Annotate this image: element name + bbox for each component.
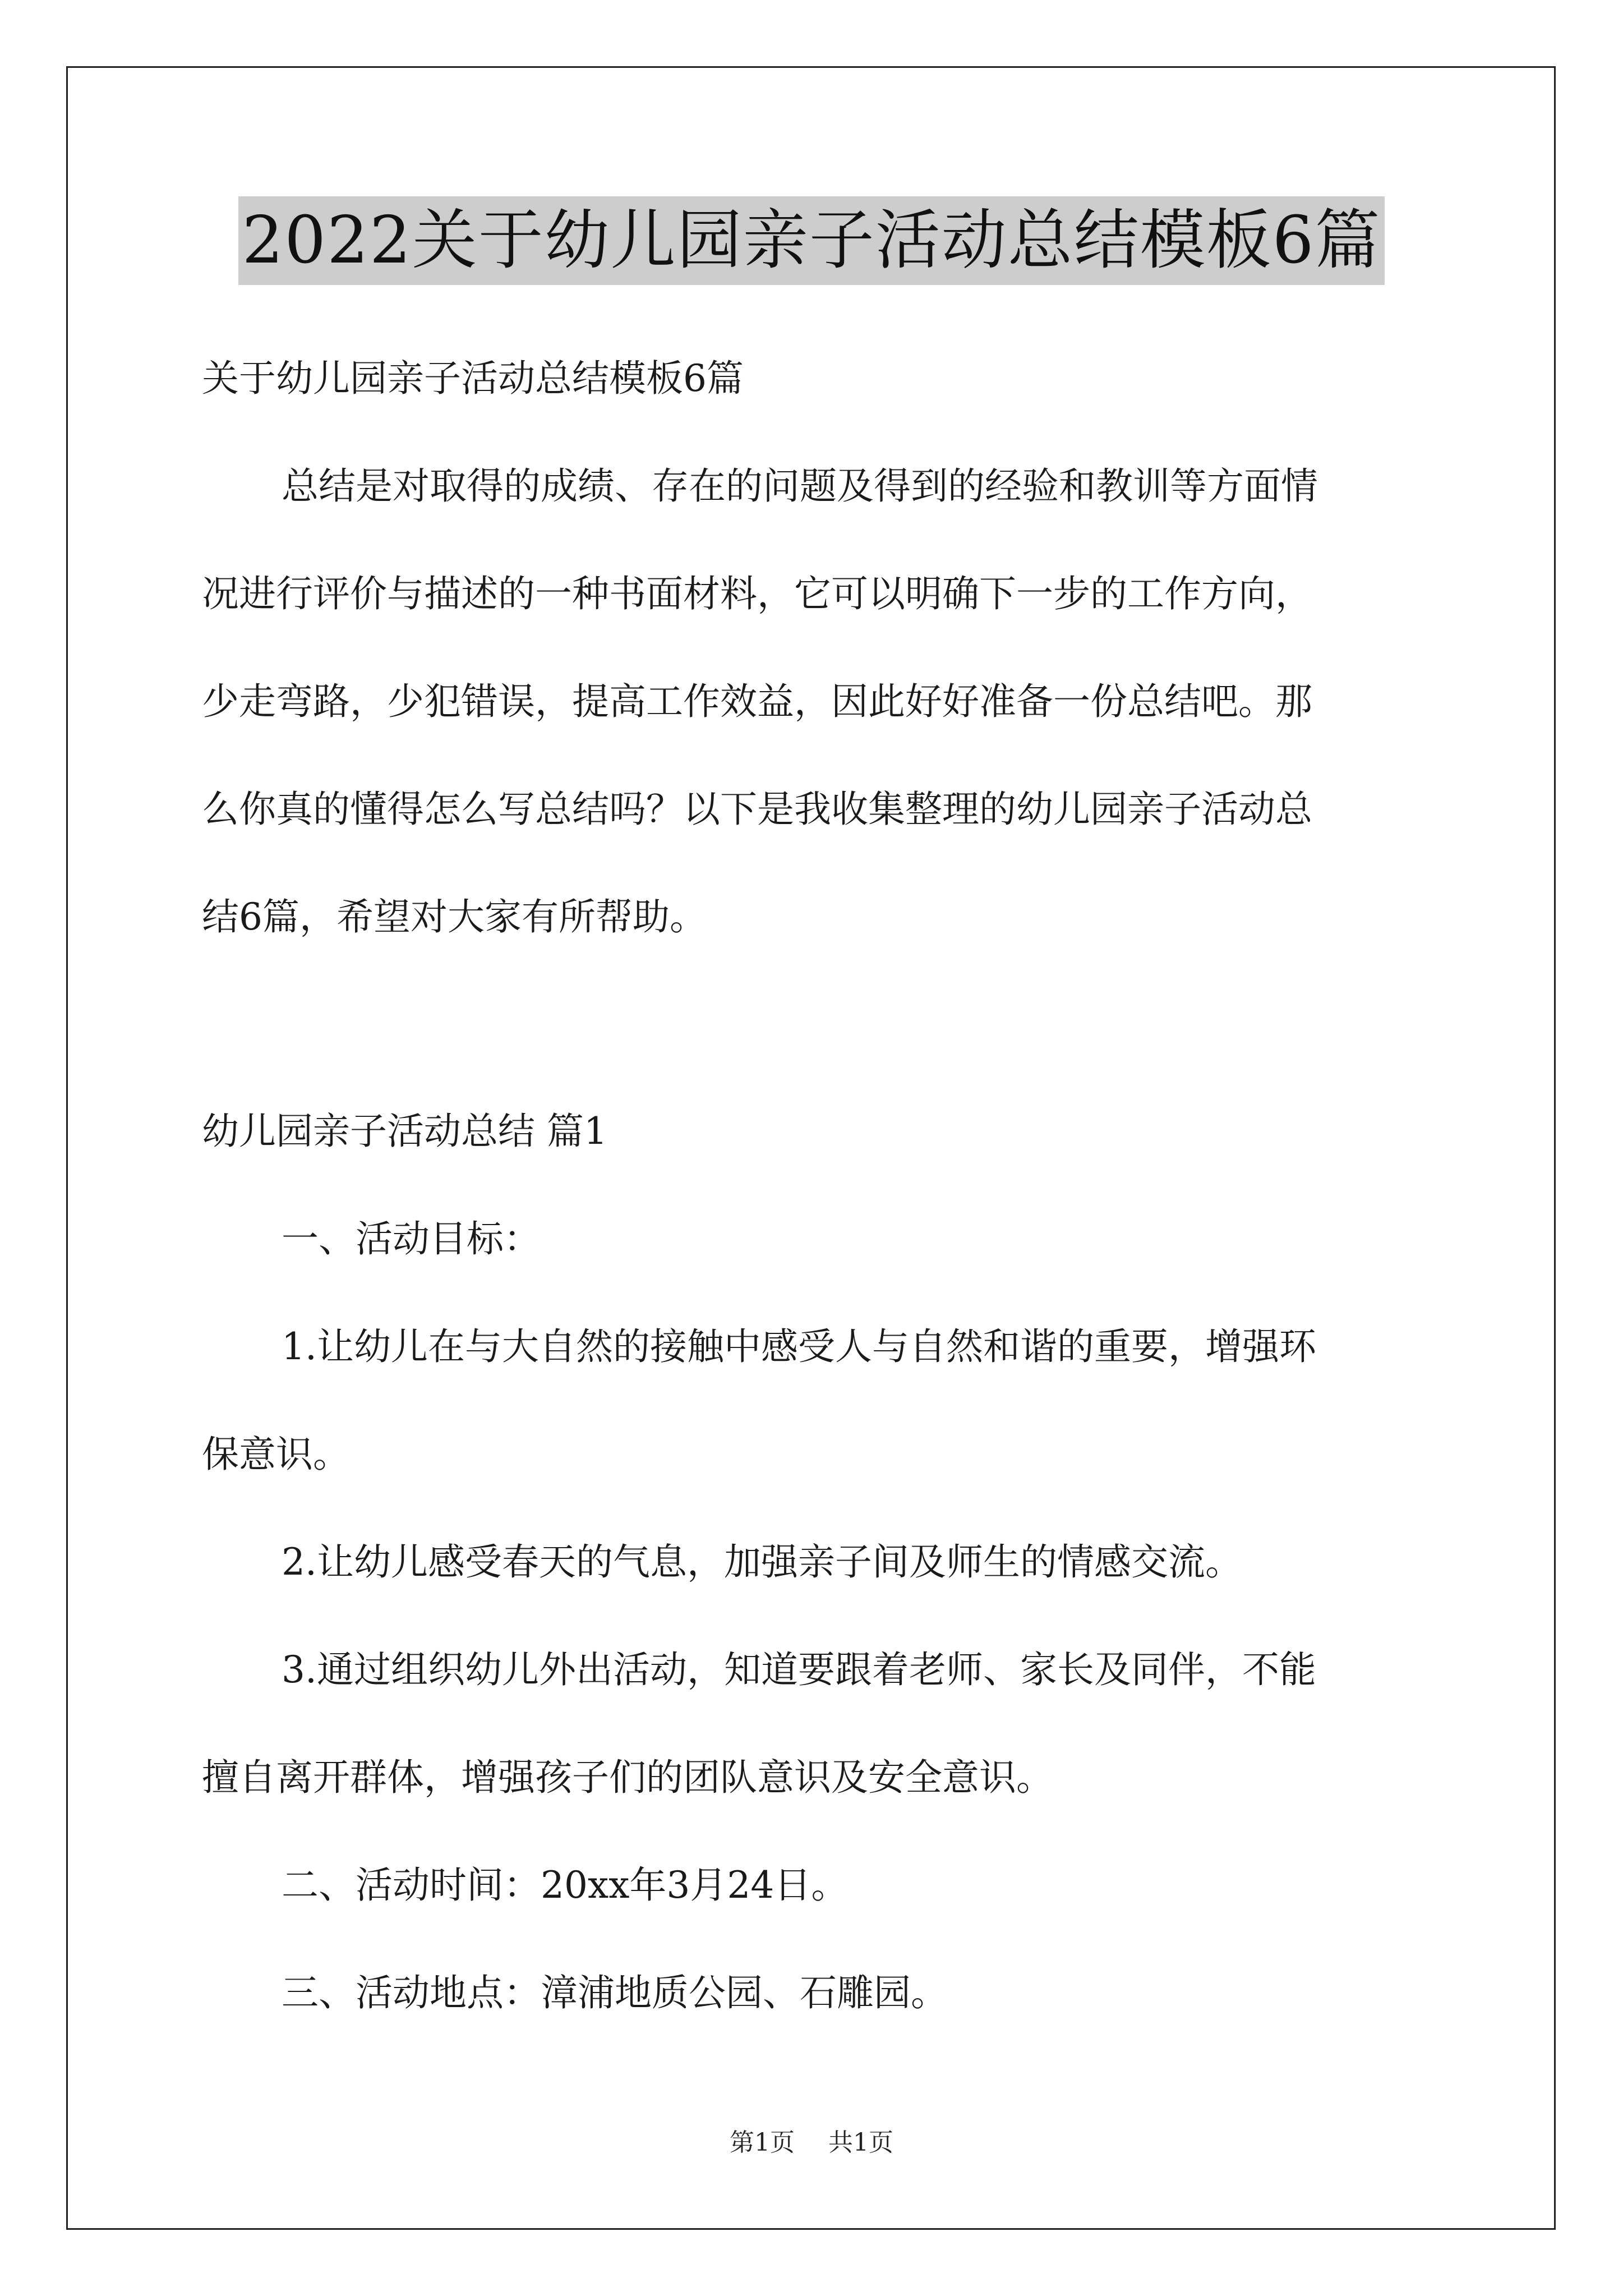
body-line: 三、活动地点：漳浦地质公园、石雕园。 bbox=[282, 1971, 948, 2014]
body-line: 一、活动目标： bbox=[282, 1217, 541, 1260]
title-container bbox=[0, 196, 1623, 285]
page-total: 共1页 bbox=[828, 2128, 893, 2157]
body-line: 保意识。 bbox=[202, 1433, 350, 1476]
body-line: 2.让幼儿感受春天的气息，加强亲子间及师生的情感交流。 bbox=[282, 1540, 1242, 1584]
document-subtitle: 关于幼儿园亲子活动总结模板6篇 bbox=[202, 357, 744, 400]
intro-line: 况进行评价与描述的一种书面材料，它可以明确下一步的工作方向， bbox=[202, 572, 1312, 615]
document-title: 2022关于幼儿园亲子活动总结模板6篇 bbox=[238, 196, 1384, 285]
body-line: 1.让幼儿在与大自然的接触中感受人与自然和谐的重要，增强环 bbox=[282, 1325, 1316, 1368]
page-number: 第1页 bbox=[730, 2128, 795, 2157]
page-footer bbox=[0, 2126, 1623, 2160]
body-line: 擅自离开群体，增强孩子们的团队意识及安全意识。 bbox=[202, 1756, 1053, 1799]
section-heading: 幼儿园亲子活动总结 篇1 bbox=[202, 1110, 607, 1153]
intro-line: 结6篇，希望对大家有所帮助。 bbox=[202, 895, 707, 938]
intro-line: 总结是对取得的成绩、存在的问题及得到的经验和教训等方面情 bbox=[282, 464, 1318, 508]
body-line: 二、活动时间：20xx年3月24日。 bbox=[282, 1864, 849, 1907]
body-line: 3.通过组织幼儿外出活动，知道要跟着老师、家长及同伴，不能 bbox=[282, 1648, 1316, 1691]
intro-line: 少走弯路，少犯错误，提高工作效益，因此好好准备一份总结吧。那 bbox=[202, 680, 1312, 723]
intro-line: 么你真的懂得怎么写总结吗？以下是我收集整理的幼儿园亲子活动总 bbox=[202, 788, 1312, 831]
